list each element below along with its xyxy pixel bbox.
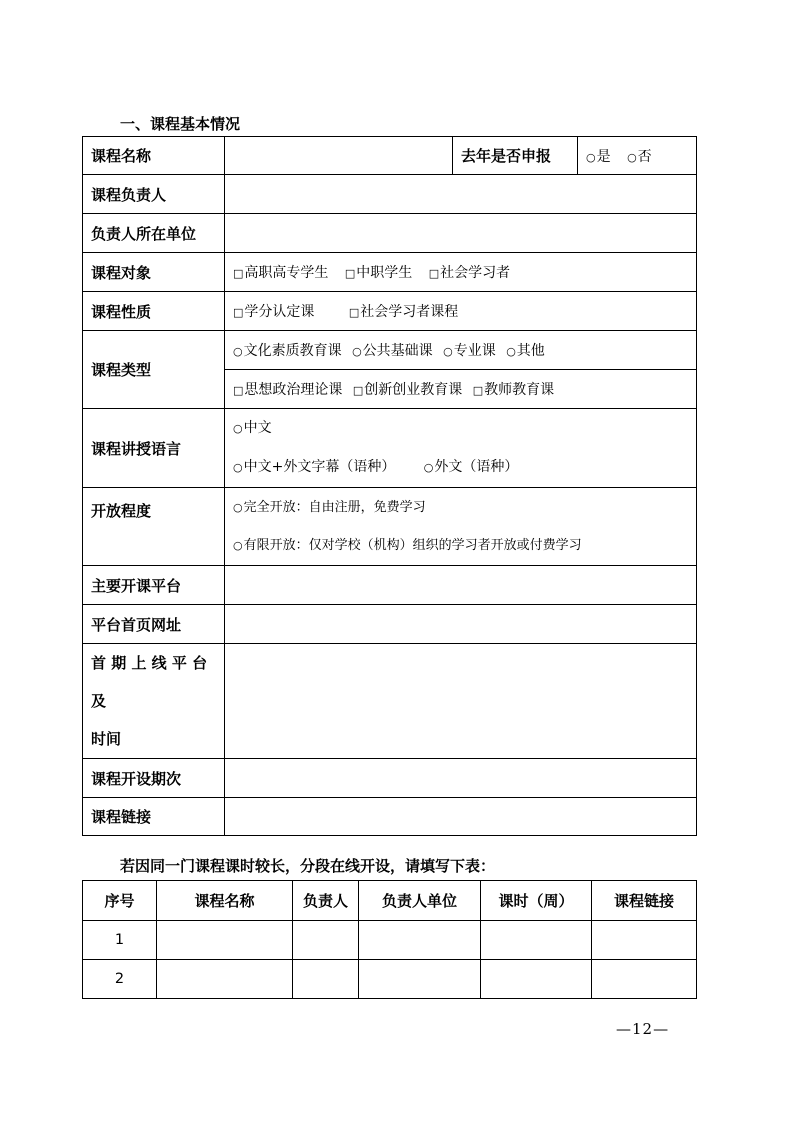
type-option[interactable]: ○公共基础课	[352, 343, 433, 359]
platform-label: 主要开课平台	[83, 566, 225, 605]
cell-course-name[interactable]	[157, 921, 293, 960]
periods-label: 课程开设期次	[83, 759, 225, 798]
language-row1	[233, 409, 696, 448]
radio-circle-icon: ○	[423, 461, 434, 474]
radio-circle-icon: ○	[506, 345, 516, 358]
header-hours: 课时（周）	[481, 881, 592, 921]
homepage-label: 平台首页网址	[83, 605, 225, 644]
segment-note: 若因同一门课程课时较长，分段在线开设，请填写下表：	[120, 857, 496, 875]
openness-options	[225, 488, 697, 566]
nature-option[interactable]: □学分认定课	[233, 304, 315, 320]
homepage-field[interactable]	[225, 605, 697, 644]
course-info-table	[82, 136, 697, 836]
prev-declared-label: 去年是否申报	[453, 137, 578, 175]
course-link-field[interactable]	[225, 798, 697, 836]
radio-circle-icon: ○	[233, 461, 243, 474]
language-option[interactable]: ○外文（语种）	[423, 459, 519, 475]
checkbox-square-icon: □	[344, 267, 356, 280]
first-online-label: 首 期 上 线 平 台 及 时间	[83, 644, 225, 759]
nature-option[interactable]: □社会学习者课程	[348, 304, 459, 320]
cell-course-name[interactable]	[157, 960, 293, 999]
type-label: 课程类型	[83, 331, 225, 409]
audience-option[interactable]: □高职高专学生	[233, 265, 329, 281]
language-label: 课程讲授语言	[83, 409, 225, 488]
header-course-name: 课程名称	[157, 881, 293, 921]
radio-circle-icon: ○	[233, 345, 243, 358]
first-online-field[interactable]	[225, 644, 697, 759]
section-title: 一、课程基本情况	[120, 115, 241, 133]
cell-course-link[interactable]	[592, 960, 697, 999]
header-leader-unit: 负责人单位	[359, 881, 481, 921]
checkbox-square-icon: □	[428, 267, 440, 280]
radio-circle-icon: ○	[586, 150, 596, 164]
table-row	[83, 960, 697, 999]
radio-circle-icon: ○	[233, 500, 243, 514]
row-index: 2	[83, 960, 157, 999]
header-index: 序号	[83, 881, 157, 921]
language-option[interactable]: ○中文	[233, 420, 272, 436]
type-options-row1	[225, 331, 697, 370]
language-options	[225, 409, 697, 488]
cell-leader[interactable]	[293, 921, 359, 960]
checkbox-square-icon: □	[472, 384, 484, 397]
type-option[interactable]: □创新创业教育课	[352, 382, 463, 398]
openness-option[interactable]: ○有限开放：仅对学校（机构）组织的学习者开放或付费学习	[233, 537, 582, 553]
type-options-row2	[225, 370, 697, 409]
type-option[interactable]: ○文化素质教育课	[233, 343, 342, 359]
nature-label: 课程性质	[83, 292, 225, 331]
segment-table	[82, 880, 697, 999]
type-option[interactable]: ○其他	[506, 343, 545, 359]
header-course-link: 课程链接	[592, 881, 697, 921]
course-name-field[interactable]	[225, 137, 453, 175]
audience-options	[225, 253, 697, 292]
openness-label: 开放程度	[83, 488, 225, 566]
checkbox-square-icon: □	[352, 384, 364, 397]
audience-option[interactable]: □中职学生	[344, 265, 413, 281]
checkbox-square-icon: □	[233, 267, 244, 280]
type-option[interactable]: □教师教育课	[472, 382, 555, 398]
platform-field[interactable]	[225, 566, 697, 605]
header-leader: 负责人	[293, 881, 359, 921]
radio-circle-icon: ○	[233, 422, 243, 435]
cell-leader[interactable]	[293, 960, 359, 999]
course-leader-field[interactable]	[225, 175, 697, 214]
table-row	[83, 921, 697, 960]
language-option[interactable]: ○中文+外文字幕（语种）	[233, 459, 396, 475]
type-option[interactable]: ○专业课	[443, 343, 496, 359]
cell-leader-unit[interactable]	[359, 921, 481, 960]
radio-circle-icon: ○	[233, 538, 243, 552]
prev-declared-no[interactable]: ○否	[627, 148, 652, 165]
checkbox-square-icon: □	[233, 306, 244, 319]
course-name-label: 课程名称	[83, 137, 225, 175]
row-index: 1	[83, 921, 157, 960]
course-link-label: 课程链接	[83, 798, 225, 836]
checkbox-square-icon: □	[233, 384, 244, 397]
periods-field[interactable]	[225, 759, 697, 798]
segment-header-row	[83, 881, 697, 921]
page-number: —12—	[616, 1020, 670, 1038]
nature-options	[225, 292, 697, 331]
checkbox-square-icon: □	[348, 306, 360, 319]
radio-circle-icon: ○	[352, 345, 362, 358]
cell-leader-unit[interactable]	[359, 960, 481, 999]
audience-option[interactable]: □社会学习者	[428, 265, 511, 281]
prev-declared-options	[578, 137, 697, 175]
type-option[interactable]: □思想政治理论课	[233, 382, 343, 398]
cell-hours[interactable]	[481, 921, 592, 960]
audience-label: 课程对象	[83, 253, 225, 292]
course-leader-label: 课程负责人	[83, 175, 225, 214]
cell-hours[interactable]	[481, 960, 592, 999]
prev-declared-yes[interactable]: ○是	[586, 148, 611, 165]
radio-circle-icon: ○	[443, 345, 453, 358]
cell-course-link[interactable]	[592, 921, 697, 960]
openness-option[interactable]: ○完全开放：自由注册，免费学习	[233, 499, 426, 515]
radio-circle-icon: ○	[627, 150, 637, 164]
leader-unit-label: 负责人所在单位	[83, 214, 225, 253]
language-row2	[233, 448, 696, 487]
leader-unit-field[interactable]	[225, 214, 697, 253]
